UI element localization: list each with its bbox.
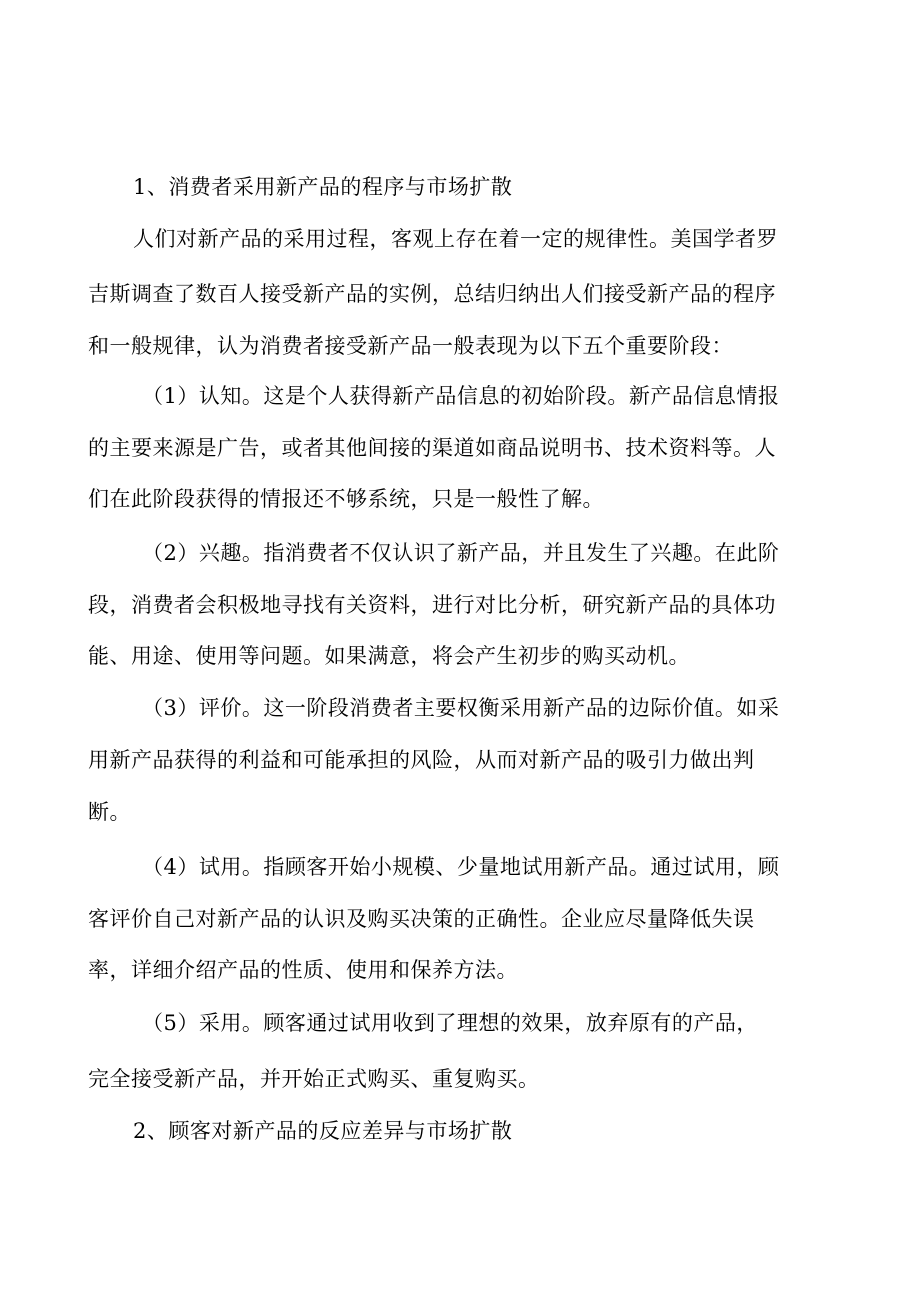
stage-3-line-3: 断。	[88, 800, 131, 824]
section-1-heading: 1、消费者采用新产品的程序与市场扩散	[133, 175, 513, 199]
stage-4-line-2: 客评价自己对新产品的认识及购买决策的正确性。企业应尽量降低失误	[88, 907, 755, 931]
stage-3-line-1: （3）评价。这一阶段消费者主要权衡采用新产品的边际价值。如采	[142, 696, 780, 720]
stage-2-line-1: （2）兴趣。指消费者不仅认识了新产品，并且发生了兴趣。在此阶	[142, 541, 780, 565]
stage-4-line-3: 率，详细介绍产品的性质、使用和保养方法。	[88, 958, 518, 982]
stage-5-line-2: 完全接受新产品，并开始正式购买、重复购买。	[88, 1067, 540, 1091]
intro-line-3: 和一般规律，认为消费者接受新产品一般表现为以下五个重要阶段：	[88, 334, 733, 358]
stage-2-line-3: 能、用途、使用等问题。如果满意，将会产生初步的购买动机。	[88, 644, 690, 668]
stage-5-line-1: （5）采用。顾客通过试用收到了理想的效果，放弃原有的产品，	[142, 1011, 758, 1035]
section-2-heading: 2、顾客对新产品的反应差异与市场扩散	[133, 1119, 513, 1143]
stage-2-line-2: 段，消费者会积极地寻找有关资料，进行对比分析，研究新产品的具体功	[88, 593, 776, 617]
stage-1-line-3: 们在此阶段获得的情报还不够系统，只是一般性了解。	[88, 487, 604, 511]
intro-line-2: 吉斯调查了数百人接受新产品的实例，总结归纳出人们接受新产品的程序	[88, 282, 776, 306]
stage-4-line-1: （4）试用。指顾客开始小规模、少量地试用新产品。通过试用，顾	[142, 855, 780, 879]
intro-line-1: 人们对新产品的采用过程，客观上存在着一定的规律性。美国学者罗	[133, 227, 778, 251]
stage-1-line-1: （1）认知。这是个人获得新产品信息的初始阶段。新产品信息情报	[142, 384, 780, 408]
stage-3-line-2: 用新产品获得的利益和可能承担的风险，从而对新产品的吸引力做出判	[88, 748, 755, 772]
stage-1-line-2: 的主要来源是广告，或者其他间接的渠道如商品说明书、技术资料等。人	[88, 436, 776, 460]
